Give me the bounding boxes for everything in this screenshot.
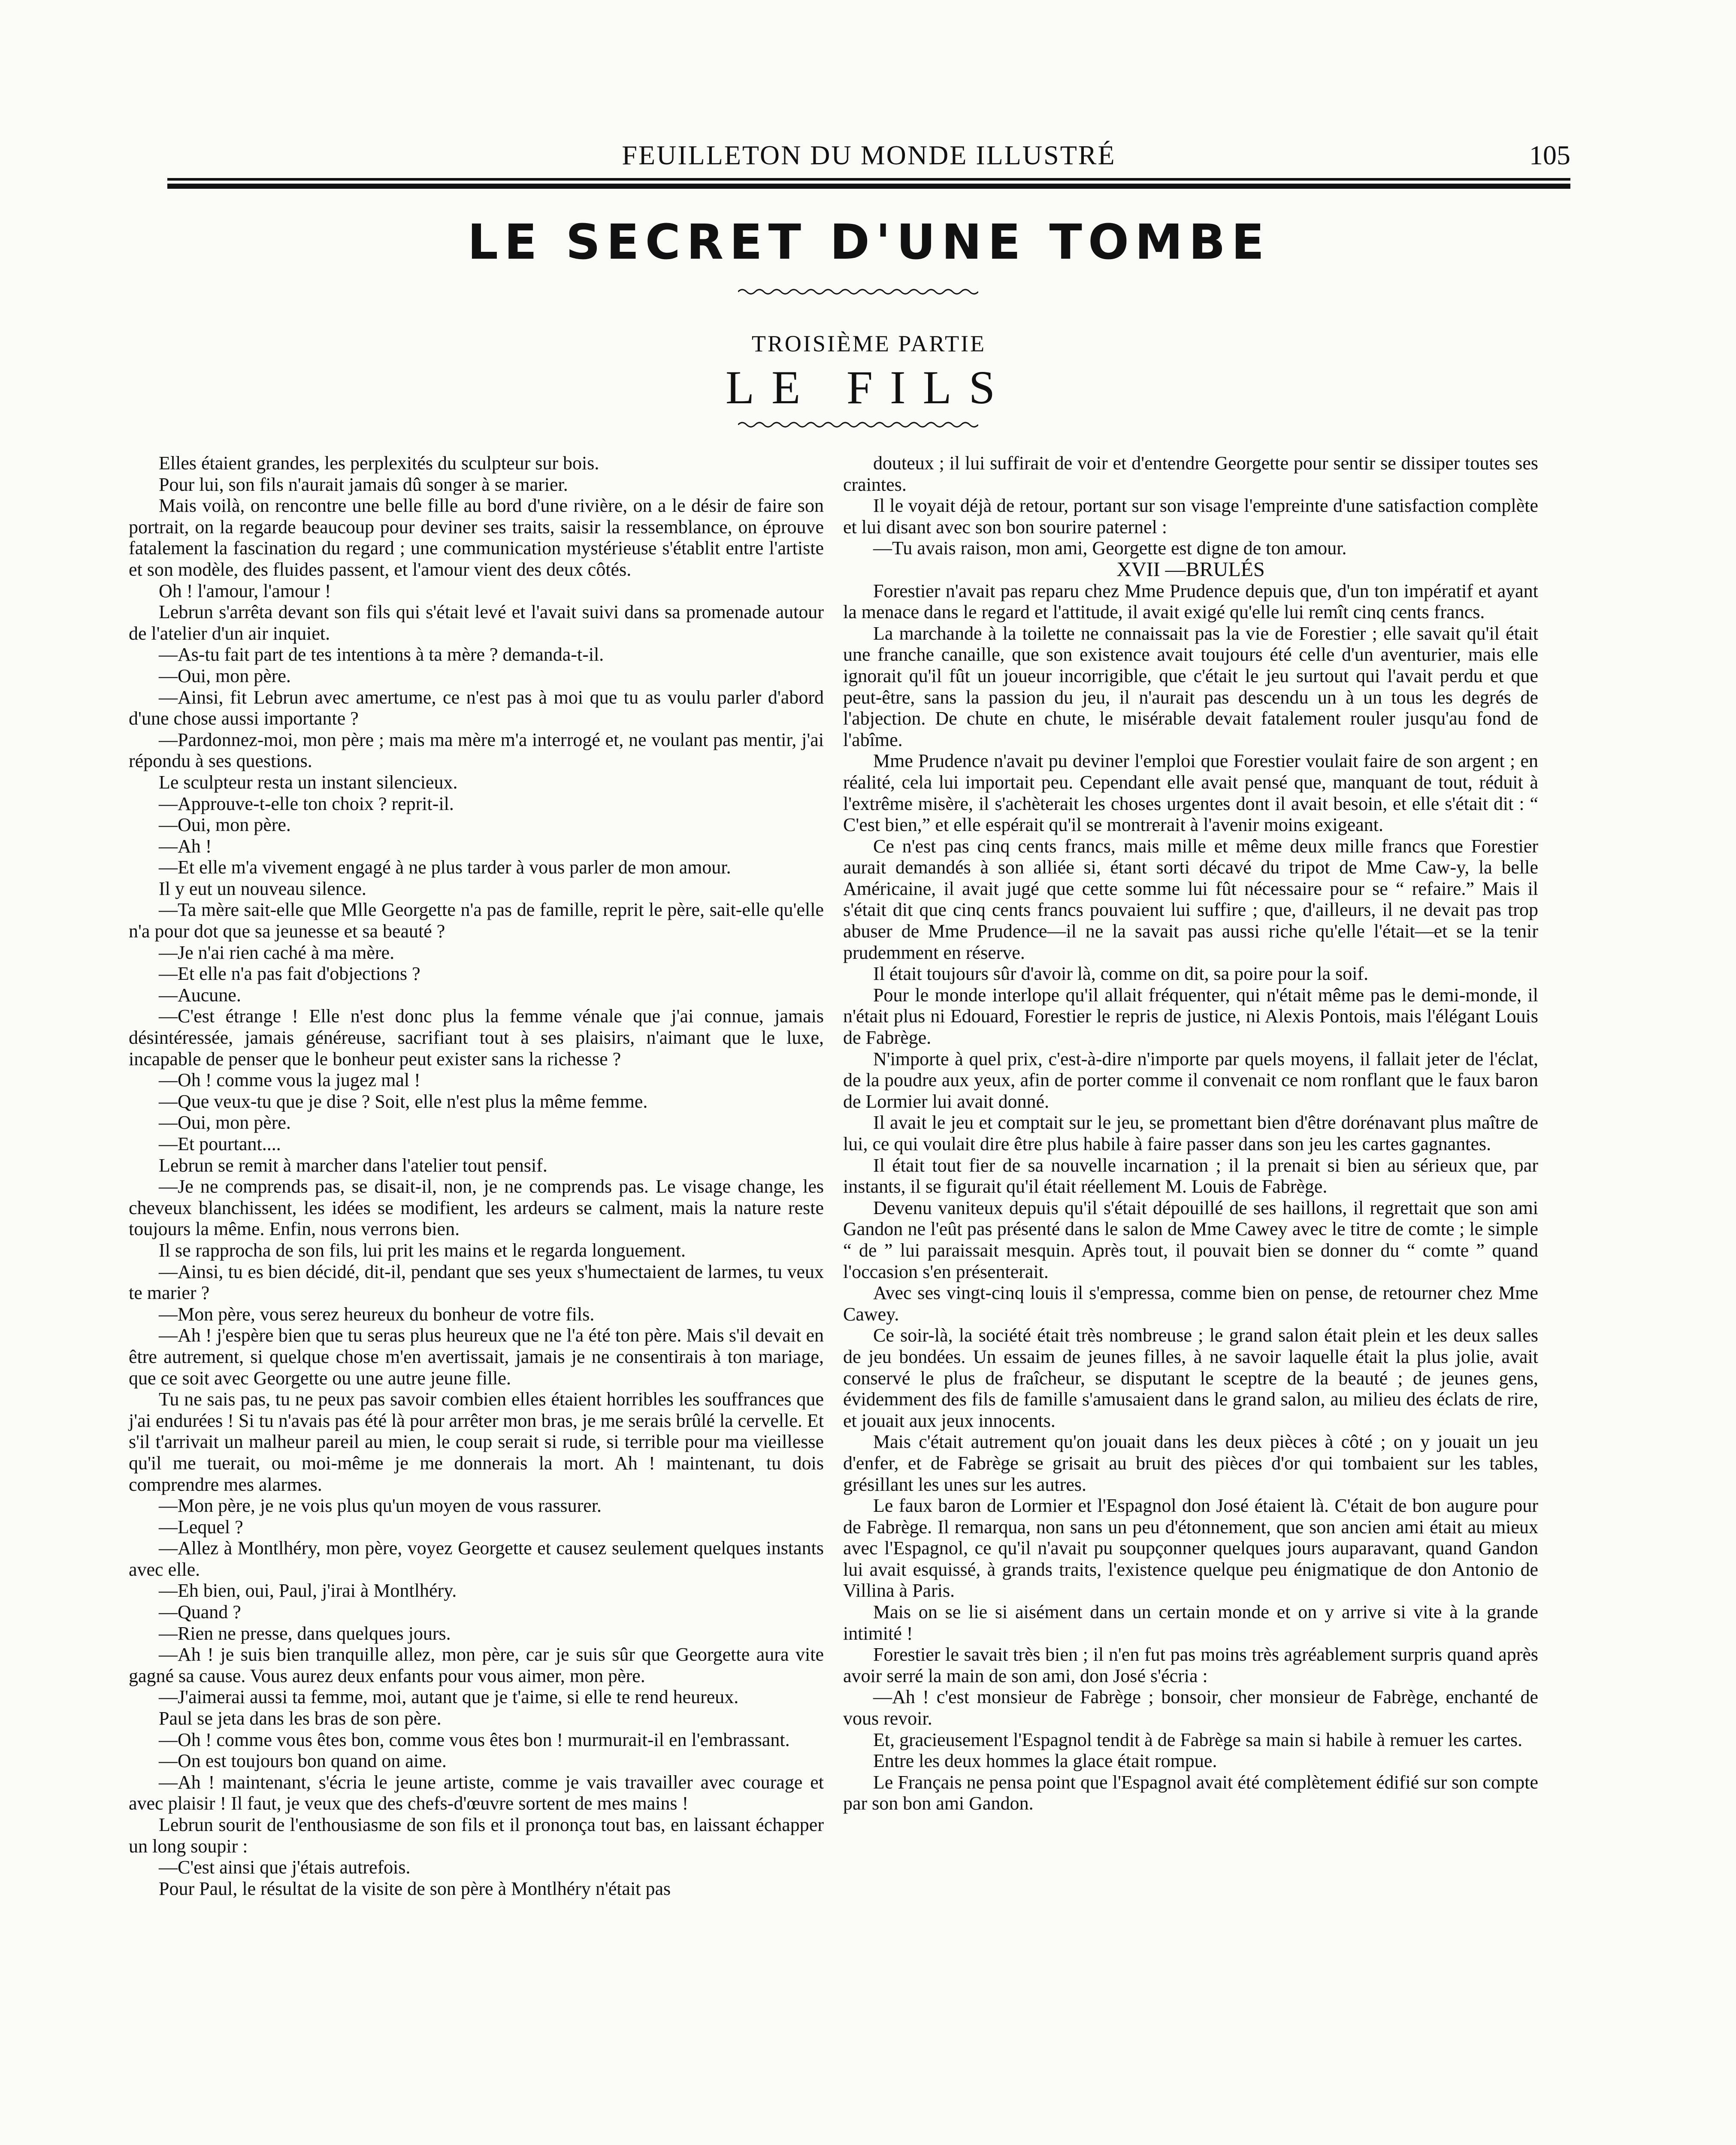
paragraph: Ce soir-là, la société était très nombreuse ; le grand salon était plein et les deux salles de jeu bondées. Un essaim de jeunes filles, à ne savoir laquelle était la plus jolie, avait conservé le plus de fraîcheur, se disputant le sceptre de la beauté ; de jeunes gens, évidemment des fils de famille s'amusaient dans le grand salon, au milieu des éclats de rire, et jouait aux jeux innocents. [843, 1325, 1538, 1431]
paragraph: Il avait le jeu et comptait sur le jeu, se promettant bien d'être dorénavant plus maître de lui, ce qui voulait dire être plus habile à faire passer dans son jeu les cartes gagnantes. [843, 1112, 1538, 1154]
paragraph: —Ah ! c'est monsieur de Fabrège ; bonsoir, cher monsieur de Fabrège, enchanté de vous revoir. [843, 1686, 1538, 1729]
paragraph: Paul se jeta dans les bras de son père. [159, 1708, 442, 1729]
paragraph: Pour Paul, le résultat de la visite de son père à Montlhéry n'était pas [159, 1878, 671, 1899]
paragraph: —Oh ! comme vous la jugez mal ! [159, 1069, 420, 1091]
paragraph: Ce n'est pas cinq cents francs, mais mille et même deux mille francs que Forestier aurait demandés à son alliée si, étant sorti décavé du tripot de Mme Caw-y, la belle Américaine, il avait jugé que cette somme lui fût nécessaire pour se “ refaire.” Mais il s'était dit que cinq cents francs pouvaient lui suffire ; que, d'ailleurs, il ne devait pas trop abuser de Mme Prudence—il ne la savait pas aussi riche qu'elle l'était—et se la tenir prudemment en réserve. [843, 835, 1538, 963]
paragraph: —Ainsi, tu es bien décidé, dit-il, pendant que ses yeux s'humectaient de larmes, tu veux te marier ? [129, 1261, 824, 1304]
chapter-heading: XVII —BRULÉS [1116, 558, 1265, 581]
paragraph: Et, gracieusement l'Espagnol tendit à de Fabrège sa main si habile à remuer les cartes. [873, 1729, 1523, 1750]
paragraph: Forestier le savait très bien ; il n'en fut pas moins très agréablement surpris quand après avoir serré la main de son ami, don José s'écria : [843, 1644, 1538, 1686]
paragraph: Mais on se lie si aisément dans un certain monde et on y arrive si vite à la grande intimité ! [843, 1601, 1538, 1644]
paragraph: Pour lui, son fils n'aurait jamais dû songer à se marier. [159, 474, 568, 495]
paragraph: —C'est étrange ! Elle n'est donc plus la femme vénale que j'ai connue, jamais désintéressée, jamais généreuse, sacrifiant tout à ses plaisirs, n'aimant que le luxe, incapable de penser que le bonheur peut exister sans la richesse ? [129, 1006, 824, 1069]
paragraph: Le faux baron de Lormier et l'Espagnol don José étaient là. C'était de bon augure pour de Fabrège. Il remarqua, non sans un peu d'étonnement, que son ancien ami était au mieux avec l'Espagnol, ce qu'il n'avait pu soupçonner quelques jours auparavant, quand Gandon lui avait esquissé, à grands traits, l'existence quelque peu énigmatique de don Antonio de Villina à Paris. [843, 1495, 1538, 1601]
paragraph: —Je ne comprends pas, se disait-il, non, je ne comprends pas. Le visage change, les cheveux blanchissent, les idées se modifient, les ardeurs se calment, mais la nature reste toujours la même. Enfin, nous verrons bien. [129, 1176, 824, 1240]
paragraph: Forestier n'avait pas reparu chez Mme Prudence depuis que, d'un ton impératif et ayant la menace dans le regard et l'attitude, il avait exigé qu'elle lui remît cinq cents francs. [843, 580, 1538, 623]
paragraph: —Oui, mon père. [159, 814, 291, 836]
paragraph: Entre les deux hommes la glace était rompue. [873, 1750, 1217, 1772]
paragraph: —Aucune. [159, 984, 241, 1006]
feuilleton-title: LE SECRET D'UNE TOMBE [467, 214, 1270, 270]
paragraph: —Ta mère sait-elle que Mlle Georgette n'a pas de famille, reprit le père, sait-elle qu'elle n'a pour dot que sa jeunesse et sa beauté ? [129, 899, 824, 942]
paragraph: Il le voyait déjà de retour, portant sur son visage l'empreinte d'une satisfaction complète et lui disant avec son bon sourire paternel : [843, 495, 1538, 538]
paragraph: Le Français ne pensa point que l'Espagnol avait été complètement édifié sur son compte par son bon ami Gandon. [843, 1771, 1538, 1814]
ornament-wave-bottom [738, 418, 978, 431]
paragraph: —Ah ! [159, 835, 212, 857]
paragraph: Elles étaient grandes, les perplexités du sculpteur sur bois. [159, 453, 599, 474]
running-header [167, 139, 1570, 178]
paragraph: —Mon père, je ne vois plus qu'un moyen de vous rassurer. [159, 1495, 602, 1517]
paragraph: —Ah ! j'espère bien que tu seras plus heureux que ne l'a été ton père. Mais s'il devait en être autrement, si quelque chose m'en avertissait, jamais je ne consentirais à ton mariage, que ce soit avec Georgette ou une autre jeune fille. [129, 1325, 824, 1389]
paragraph: —Pardonnez-moi, mon père ; mais ma mère m'a interrogé et, ne voulant pas mentir, j'ai répondu à ses questions. [129, 729, 824, 772]
paragraph: Mais voilà, on rencontre une belle fille au bord d'une rivière, on a le désir de faire son portrait, on la regarde beaucoup pour deviner ses traits, saisir la ressemblance, on éprouve fatalement la fascination du regard ; une communication mystérieuse s'établit entre l'artiste et son modèle, des fluides passent, et l'amour vient des deux côtés. [129, 495, 824, 580]
paragraph: —Je n'ai rien caché à ma mère. [159, 942, 395, 963]
paragraph: Devenu vaniteux depuis qu'il s'était dépouillé de ses haillons, il regrettait que son ami Gandon ne l'eût pas présenté dans le salon de Mme Cawey avec le titre de comte ; le simple “ de ” lui paraissait mesquin. Après tout, il pouvait bien se donner du “ comte ” quand l'occasion s'en présenterait. [843, 1197, 1538, 1282]
right-column-body [843, 580, 1538, 1814]
paragraph: Tu ne sais pas, tu ne peux pas savoir combien elles étaient horribles les souffrances que j'ai endurées ! Si tu n'avais pas été là pour arrêter mon bras, je me serais brûlé la cervelle. Et s'il t'arrivait un malheur pareil au mien, le coup serait si rude, si terrible pour ma vieillesse qu'il me tuerait, ou moi-même je me donnerais la mort. Ah ! maintenant, tu dois comprendre mes alarmes. [129, 1389, 824, 1495]
paragraph: Il était tout fier de sa nouvelle incarnation ; il la prenait si bien au sérieux que, par instants, il se figurait qu'il était réellement M. Louis de Fabrège. [843, 1154, 1538, 1197]
paragraph: —Ah ! je suis bien tranquille allez, mon père, car je suis sûr que Georgette aura vite gagné sa cause. Vous aurez deux enfants pour vous aimer, mon père. [129, 1644, 824, 1686]
left-column [129, 453, 824, 1899]
paragraph: Il était toujours sûr d'avoir là, comme on dit, sa poire pour la soif. [873, 963, 1369, 985]
paragraph: —C'est ainsi que j'étais autrefois. [159, 1857, 411, 1878]
paragraph: —As-tu fait part de tes intentions à ta mère ? demanda-t-il. [159, 644, 604, 665]
paragraph: La marchande à la toilette ne connaissait pas la vie de Forestier ; elle savait qu'il était une franche canaille, que son existence avait toujours été celle d'un aventurier, mais elle ignorait qu'il fût un joueur incorrigible, que c'était le jeu surtout qui l'avait perdu et que peut-être, sans la passion du jeu, il n'aurait pas descendu un à un tous les degrés de l'abjection. De chute en chute, le misérable devait fatalement rouler jusqu'au fond de l'abîme. [843, 622, 1538, 750]
page-number: 105 [1529, 140, 1570, 170]
paragraph: Pour le monde interlope qu'il allait fréquenter, qui n'était même pas le demi-monde, il n'était plus ni Edouard, Forestier le repris de justice, ni Alexis Pontois, mais l'élégant Louis de Fabrège. [843, 984, 1538, 1048]
paragraph: —Lequel ? [159, 1516, 243, 1538]
part-title: LE FILS [725, 361, 1013, 414]
paragraph: —Et pourtant.... [159, 1133, 281, 1154]
paragraph: —Mon père, vous serez heureux du bonheur de votre fils. [159, 1303, 595, 1325]
paragraph: —Allez à Montlhéry, mon père, voyez Georgette et causez seulement quelques instants avec elle. [129, 1538, 824, 1580]
paragraph: Lebrun se remit à marcher dans l'atelier tout pensif. [159, 1154, 547, 1176]
paragraph: —Eh bien, oui, Paul, j'irai à Montlhéry. [159, 1580, 457, 1601]
paragraph: Oh ! l'amour, l'amour ! [159, 580, 331, 601]
paragraph: Mais c'était autrement qu'on jouait dans les deux pièces à côté ; on y jouait un jeu d'enfer, et de Fabrège se grisait au bruit des pièces d'or qui tombaient sur les tables, grésillant les unes sur les autres. [843, 1431, 1538, 1495]
paragraph: Le sculpteur resta un instant silencieux. [159, 771, 458, 793]
paragraph: douteux ; il lui suffirait de voir et d'entendre Georgette pour sentir se dissiper toutes ses craintes. [843, 453, 1538, 495]
paragraph: N'importe à quel prix, c'est-à-dire n'importe par quels moyens, il fallait jeter de l'éclat, de la poudre aux yeux, afin de porter comme il convenait ce nom ronflant que le faux baron de Lormier lui avait donné. [843, 1048, 1538, 1112]
right-column [843, 453, 1538, 1814]
paragraph: Il se rapprocha de son fils, lui prit les mains et le regarda longuement. [159, 1239, 686, 1261]
paragraph: —Quand ? [159, 1601, 241, 1623]
paragraph: —Et elle n'a pas fait d'objections ? [159, 963, 420, 985]
part-label: TROISIÈME PARTIE [751, 331, 986, 356]
right-column-intro [843, 453, 1538, 559]
header-rule-thick [167, 184, 1570, 189]
paragraph: —Rien ne presse, dans quelques jours. [159, 1622, 451, 1644]
paragraph: —Que veux-tu que je dise ? Soit, elle n'est plus la même femme. [159, 1091, 648, 1112]
ornament-wave-top [738, 285, 978, 298]
paragraph: —Oui, mon père. [159, 665, 291, 686]
paragraph: —Approuve-t-elle ton choix ? reprit-il. [159, 793, 454, 814]
paragraph: Lebrun s'arrêta devant son fils qui s'était levé et l'avait suivi dans sa promenade autour de l'atelier d'un air inquiet. [129, 601, 824, 644]
header-rule-thin [167, 178, 1570, 181]
paragraph: Il y eut un nouveau silence. [159, 878, 366, 899]
paragraph: —J'aimerai aussi ta femme, moi, autant que je t'aime, si elle te rend heureux. [159, 1686, 739, 1708]
paragraph: Lebrun sourit de l'enthousiasme de son fils et il prononça tout bas, en laissant échapper un long soupir : [129, 1814, 824, 1857]
paragraph: —Ainsi, fit Lebrun avec amertume, ce n'est pas à moi que tu as voulu parler d'abord d'une chose aussi importante ? [129, 686, 824, 729]
paragraph: —Et elle m'a vivement engagé à ne plus tarder à vous parler de mon amour. [159, 857, 731, 878]
paragraph: —Ah ! maintenant, s'écria le jeune artiste, comme je vais travailler avec courage et avec plaisir ! Il faut, je veux que des chefs-d'œuvre sortent de mes mains ! [129, 1771, 824, 1814]
paragraph: —On est toujours bon quand on aime. [159, 1750, 447, 1772]
paragraph: —Oui, mon père. [159, 1112, 291, 1133]
paragraph: —Oh ! comme vous êtes bon, comme vous êtes bon ! murmurait-il en l'embrassant. [159, 1729, 790, 1750]
paragraph: —Tu avais raison, mon ami, Georgette est digne de ton amour. [873, 538, 1347, 559]
paragraph: Mme Prudence n'avait pu deviner l'emploi que Forestier voulait faire de son argent ; en réalité, cela lui importait peu. Cependant elle avait pensé que, manquant de tout, réduit à l'extrême misère, il s'achèterait les choses urgentes dont il avait besoin, et elle s'était dit : “ C'est bien,” et elle espérait qu'il se montrerait à l'avenir moins exigeant. [843, 750, 1538, 836]
running-title: FEUILLETON DU MONDE ILLUSTRÉ [622, 140, 1116, 170]
paragraph: Avec ses vingt-cinq louis il s'empressa, comme bien on pense, de retourner chez Mme Cawey. [843, 1282, 1538, 1325]
